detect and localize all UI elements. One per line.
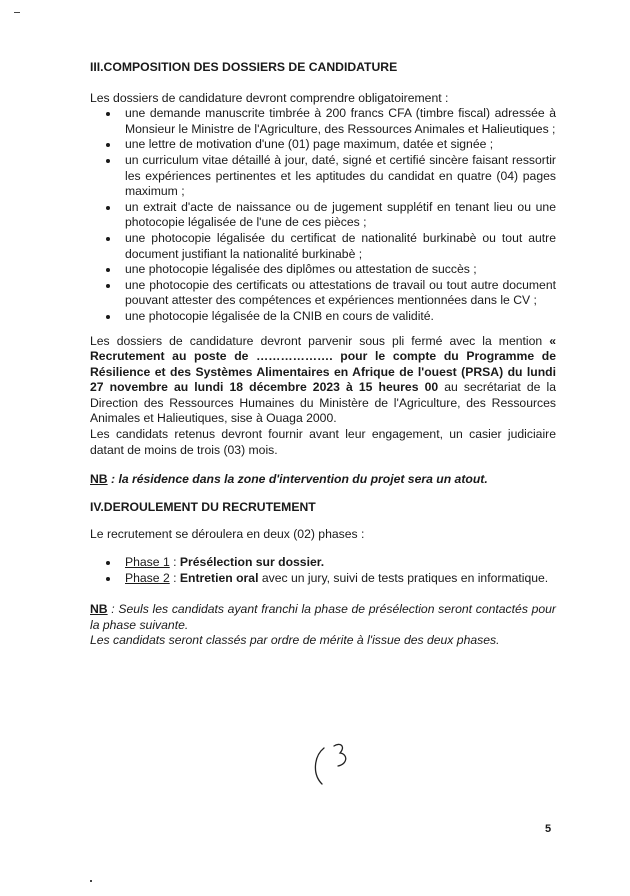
handwritten-initials <box>310 740 354 788</box>
nb-note-ranking: Les candidats seront classés par ordre de mérite à l'issue des deux phases. <box>90 633 500 648</box>
page-number: 5 <box>545 823 552 835</box>
submission-text: Les dossiers de candidature devront parvenir sous pli fermé avec la mention <box>90 333 550 348</box>
phase-rest: avec un jury, suivi de tests pratiques en informatique. <box>258 570 549 585</box>
phase-item <box>90 571 556 587</box>
list-item: une demande manuscrite timbrée à 200 francs CFA (timbre fiscal) adressée à Monsieur le Ministre de l'Agriculture, des Ressources Animales et Halieutiques ; <box>90 106 556 137</box>
list-item: un curriculum vitae détaillé à jour, daté, signé et certifié sincère faisant ressortir les expériences pertinentes et les aptitudes du candidat en quatre (04) pages maximum ; <box>90 153 556 200</box>
required-documents-list <box>90 106 556 324</box>
list-item: une photocopie légalisée du certificat de nationalité burkinabè ou tout autre document justifiant la nationalité burkinabè ; <box>90 231 556 262</box>
phase-label: Phase 1 <box>125 555 170 570</box>
phase-sep: : <box>169 570 180 585</box>
list-item: une photocopie légalisée de la CNIB en cours de validité. <box>90 309 556 325</box>
list-item: une photocopie légalisée des diplômes ou attestation de succès ; <box>90 262 556 278</box>
section4-intro: Le recrutement se déroulera en deux (02) phases : <box>90 527 365 542</box>
page-content <box>90 60 556 649</box>
phase-label: Phase 2 <box>125 570 170 585</box>
scan-mark <box>14 12 20 13</box>
phase-sep: : <box>169 555 180 570</box>
list-item: un extrait d'acte de naissance ou de jugement supplétif en tenant lieu ou une photocopie légalisée de l'une de ces pièces ; <box>90 200 556 231</box>
nb-label: NB <box>90 472 108 487</box>
nb-note-residence <box>90 472 556 488</box>
phase-title: Entretien oral <box>179 570 259 585</box>
scan-mark <box>90 880 92 882</box>
casier-paragraph: Les candidats retenus devront fournir avant leur engagement, un casier judiciaire datant de moins de trois (03) mois. <box>90 427 556 457</box>
list-item: une photocopie des certificats ou attestations de travail ou tout autre document pouvant attester des compétences et expériences mentionnées dans le CV ; <box>90 278 556 309</box>
phase-title: Présélection sur dossier. <box>179 555 325 570</box>
nb-label: NB <box>90 602 108 617</box>
submission-mention: « Recrutement au poste de ………………. pour le compte du Programme de Résilience et des Systèmes Alimentaires en Afrique de l'ouest (PRSA) du lundi 27 novembre au lundi 18 décembre 2023 à 15 heures 00 <box>90 333 556 395</box>
section4-title: IV.DEROULEMENT DU RECRUTEMENT <box>90 499 316 514</box>
submission-text-end: au secrétariat de la Direction des Ressources Humaines du Ministère de l'Agriculture, des Ressources Animales et Halieutiques, sise à Ouaga 2000. <box>90 380 556 426</box>
submission-paragraph <box>90 334 556 428</box>
nb-text: : la résidence dans la zone d'intervention du projet sera un atout. <box>107 472 488 487</box>
phase-item <box>90 555 556 571</box>
list-item: une lettre de motivation d'une (01) page maximum, datée et signée ; <box>90 137 556 153</box>
section3-title: III.COMPOSITION DES DOSSIERS DE CANDIDATURE <box>90 60 398 74</box>
section3-intro: Les dossiers de candidature devront comprendre obligatoirement : <box>90 90 449 105</box>
phases-list <box>90 555 556 586</box>
nb-text: : Seuls les candidats ayant franchi la phase de présélection seront contactés pour la phase suivante. <box>90 602 556 632</box>
nb-note-phases <box>90 602 556 633</box>
